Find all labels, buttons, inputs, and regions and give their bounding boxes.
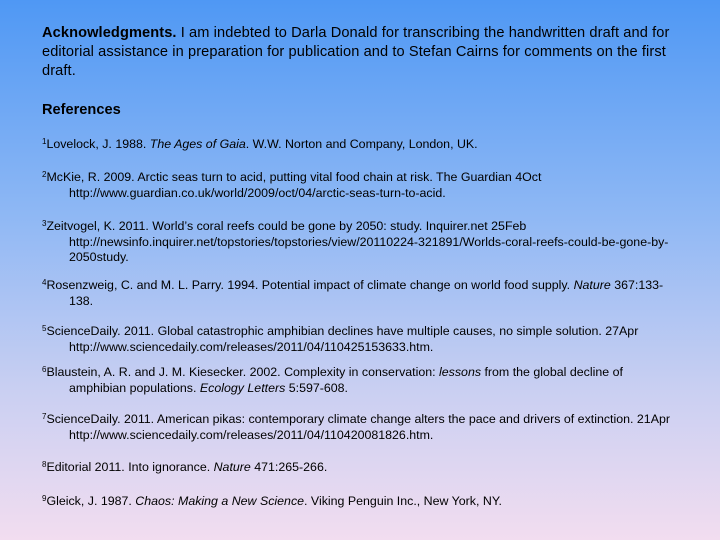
reference-text-end: 367:133-138. <box>69 278 664 308</box>
reference-journal-italic: Nature <box>573 278 611 292</box>
reference-text-end: 5:597-608. <box>285 380 348 395</box>
reference-title-italic: Chaos: Making a New Science <box>135 494 305 508</box>
reference-item-4 <box>42 278 682 309</box>
reference-text: Blaustein, A. R. and J. M. Kiesecker. 2002. Complexity in conservation: <box>46 365 440 379</box>
reference-item-7 <box>42 412 682 443</box>
reference-number: 9 <box>42 494 47 503</box>
reference-text: Gleick, J. 1987. <box>46 494 136 508</box>
reference-text: Rosenzweig, C. and M. L. Parry. 1994. Potential impact of climate change on world food supply. <box>46 278 574 292</box>
reference-text: McKie, R. 2009. Arctic seas turn to acid, putting vital food chain at risk. The Guardian 4Oct http://www.guardian.co.uk/world/2009/oct/04/arctic-seas-turn-to-acid. <box>46 170 542 200</box>
reference-journal-italic: Nature <box>213 460 251 474</box>
reference-text: ScienceDaily. 2011. American pikas: contemporary climate change alters the pace and drivers of extinction. 21Apr http://www.sciencedaily.com/releases/2011/04/110420081826.htm. <box>46 412 670 442</box>
reference-number: 6 <box>42 365 47 374</box>
reference-word-italic: lessons <box>439 365 482 379</box>
reference-number: 8 <box>42 460 47 469</box>
reference-text: ScienceDaily. 2011. Global catastrophic amphibian declines have multiple causes, no simple solution. 27Apr http://www.sciencedaily.com/releases/2011/04/110425153633.htm. <box>46 324 639 354</box>
reference-number: 3 <box>42 219 47 228</box>
acknowledgments-heading: Acknowledgments. <box>42 25 177 41</box>
reference-number: 4 <box>42 278 47 287</box>
reference-number: 5 <box>42 324 47 333</box>
references-heading: References <box>42 102 121 118</box>
reference-number: 1 <box>42 137 47 146</box>
reference-title-italic: The Ages of Gaia <box>149 137 246 151</box>
reference-number: 2 <box>42 170 47 179</box>
reference-text-end: . W.W. Norton and Company, London, UK. <box>245 137 478 151</box>
reference-text: Lovelock, J. 1988. <box>46 137 150 151</box>
reference-text-middle: from the global decline of amphibian populations. <box>69 365 623 395</box>
reference-item-2 <box>42 170 682 201</box>
acknowledgments-paragraph <box>42 24 682 81</box>
acknowledgments-text: I am indebted to Darla Donald for transcribing the handwritten draft and for editorial assistance in preparation for publication and to Stefan Cairns for comments on the first draft. <box>42 25 670 79</box>
reference-text: Editorial 2011. Into ignorance. <box>46 460 214 474</box>
reference-item-8 <box>42 460 682 476</box>
reference-item-6 <box>42 365 682 396</box>
reference-number: 7 <box>42 412 47 421</box>
reference-journal-italic: Ecology Letters <box>199 380 286 395</box>
reference-text-end: . Viking Penguin Inc., New York, NY. <box>304 494 502 508</box>
reference-text: Zeitvogel, K. 2011. World’s coral reefs could be gone by 2050: study. Inquirer.net 25Feb http://newsinfo.inquirer.net/topstories/topstories/view/20110224-321891/Worlds-coral-reefs-could-be-gone-by-2050study. <box>46 219 669 264</box>
reference-item-3 <box>42 219 682 266</box>
reference-text-end: 471:265-266. <box>250 460 328 474</box>
reference-item-1 <box>42 137 682 153</box>
reference-item-5 <box>42 324 682 355</box>
reference-item-9 <box>42 494 682 510</box>
